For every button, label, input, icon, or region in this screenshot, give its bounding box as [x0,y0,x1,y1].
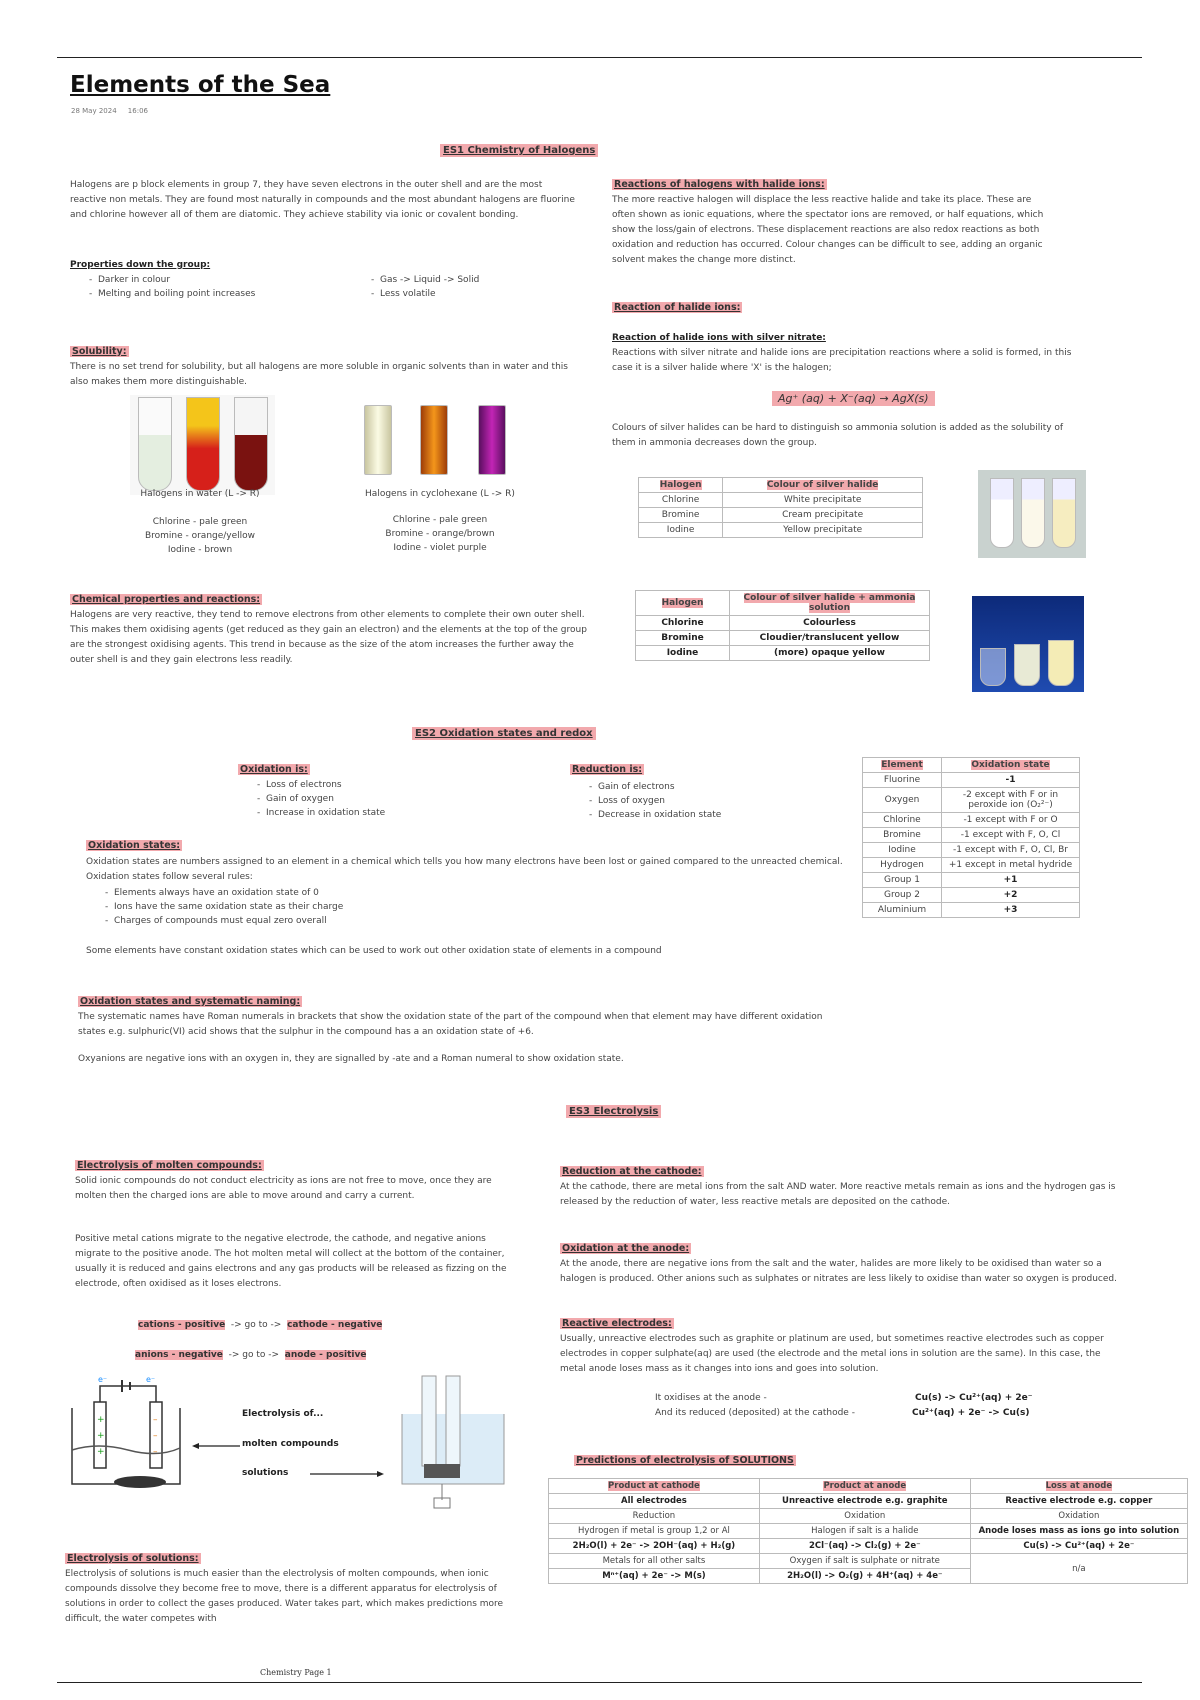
halide-reactions-text: The more reactive halogen will displace the less reactive halide and take its place. These are often shown as ionic equations, where the spectator ions are removed, or half equations, which show the loss/gain of electrons. These displacement reactions are also redox reactions as both oxidation and reduction has occurred. Colour changes can be difficult to see, adding an organic solvent makes the change more distinct. [612,195,1044,265]
table-row [636,646,930,661]
list-item: Iodine - violet purple [393,543,487,553]
iodine-cyclohexane-tube [478,405,506,475]
cathode-sign: + [97,1447,105,1457]
list-item: - Loss of oxygen [598,794,721,808]
arrowhead [192,1443,199,1449]
table-cell: 2Cl⁻(aq) -> Cl₂(g) + 2e⁻ [759,1539,970,1554]
table-row [636,631,930,646]
es1-intro: Halogens are p block elements in group 7, they have seven electrons in the outer shell and are the most reactive non metals. They are found most naturally in compounds and the most abundant halogens are fluorine and chlorine however all of them are diatomic. They achieve stability via ionic or covalent bonding. [70,180,575,220]
cathode-reduction-text: At the cathode, there are metal ions from the salt AND water. More reactive metals remain as ions and the hydrogen gas is released by the reduction of water, less reactive metals are deposited on the cathode. [560,1182,1116,1207]
chemical-properties-text: Halogens are very reactive, they tend to remove electrons from other elements to complete their own outer shell. This makes them oxidising agents (get reduced as they gain an electron) and the elements at the top of the group are the strongest oxidising agents. This trend in because as the size of the atom increases the further away the outer shell is and they gain electrons less readily. [70,610,587,665]
table-row [863,858,1080,873]
table-cell: White precipitate [723,493,923,508]
silver-equation: Ag⁺ (aq) + X⁻(aq) → AgX(s) [772,391,935,406]
list-item: - Gas -> Liquid -> Solid [380,273,600,287]
table-header [759,1479,970,1494]
oxidation-rules-list [96,886,343,928]
cathode-sign: + [97,1415,105,1425]
table-cell: +1 [942,873,1080,888]
table-header-row [863,758,1080,773]
table-header [942,758,1080,773]
anode-sign: – [153,1447,158,1457]
halogens-in-water-photo [130,395,275,495]
header-label: Loss at anode [1045,1481,1113,1491]
header-label: Colour of silver halide + ammonia solution [743,593,916,613]
table-header [723,478,923,493]
table-row [863,773,1080,788]
list-item: - Increase in oxidation state [266,806,385,820]
es2-heading: ES2 Oxidation states and redox [412,727,596,740]
solubility-title: Solubility: [72,346,127,357]
table-header [970,1479,1187,1494]
silver-nitrate-text: Reactions with silver nitrate and halide ions are precipitation reactions where a solid is formed, in this case it is a silver halide where 'X' is the halogen; [612,348,1072,373]
list-item: - Less volatile [380,287,600,301]
anions-label: anions - negative [135,1350,223,1360]
table-row [549,1554,1188,1569]
oxyanion-text: Oxyanions are negative ions with an oxygen in, they are signalled by -ate and a Roman numeral to show oxidation state. [78,1054,624,1064]
table-cell: Aluminium [863,903,942,918]
molten-text-2: Positive metal cations migrate to the negative electrode, the cathode, and negative anions migrate to the positive anode. The hot molten metal will collect at the bottom of the container, usually it is reduced and gains electrons and any gas products will be released as fizzing on the electrode, often oxidised as it loses electrons. [75,1234,507,1289]
halide-ion-reaction-title: Reaction of halide ions: [614,302,741,313]
list-item: - Gain of oxygen [266,792,385,806]
ammonia-text: Colours of silver halides can be hard to distinguish so ammonia solution is added as the solubility of them in ammonia decreases down the group. [612,423,1064,448]
table-row [639,493,923,508]
table-header [549,1479,760,1494]
table-cell: Oxygen if salt is sulphate or nitrate [759,1554,970,1569]
cyclohexane-caption: Halogens in cyclohexane (L -> R) [365,489,515,499]
silver-nitrate-title: Reaction of halide ions with silver nitrate: [612,333,826,343]
oxidation-states-title: Oxidation states: [88,840,181,851]
table-cell: Bromine [863,828,942,843]
silver-halide-photo [978,470,1086,558]
list-item: - Darker in colour [98,273,358,287]
table-cell: Group 1 [863,873,942,888]
header-label: Halogen [661,598,704,608]
ammonia-iodide-tube [1048,640,1074,686]
table-cell: Iodine [636,646,730,661]
header-label: Product at cathode [608,1481,700,1491]
chemical-properties-title: Chemical properties and reactions: [72,594,261,605]
oxidise-line [655,1391,767,1406]
systematic-naming-text: The systematic names have Roman numerals in brackets that show the oxidation state of the part of the compound when that element may have different oxidation states e.g. sulphuric(VI) acid shows that the sulphur in the compound has a an oxidation state of +6. [78,1012,823,1037]
halogens-in-cyclohexane-photo [360,405,520,477]
date-text: 28 May 2024 [71,107,117,115]
anode-oxidation-title: Oxidation at the anode: [562,1243,690,1254]
table-header [730,591,930,616]
diagram-molten-label: molten compounds [242,1439,339,1449]
table-cell: Cu(s) -> Cu²⁺(aq) + 2e⁻ [970,1539,1187,1554]
anions-rule [135,1348,366,1363]
table-cell: (more) opaque yellow [730,646,930,661]
table-cell: Oxidation [759,1509,970,1524]
table-row [636,616,930,631]
table-row [549,1539,1188,1554]
collection-tube [422,1376,436,1466]
electron-label: e⁻ [98,1375,108,1384]
cathode-reduction-title: Reduction at the cathode: [562,1166,702,1177]
systematic-naming-title: Oxidation states and systematic naming: [80,996,301,1007]
collection-tube [446,1376,460,1466]
table-cell: Colourless [730,616,930,631]
silver-bromide-tube [1021,478,1045,548]
electron-label: e⁻ [146,1375,156,1384]
table-cell: Iodine [863,843,942,858]
table-header-row [549,1479,1188,1494]
table-row [639,523,923,538]
table-cell: Group 2 [863,888,942,903]
cyclohexane-list [335,513,545,555]
reduction-list [580,780,721,822]
table-row [549,1524,1188,1539]
silver-iodide-tube [1052,478,1076,548]
table-cell: Bromine [639,508,723,523]
water-caption: Halogens in water (L -> R) [140,489,260,499]
table-cell: Chlorine [639,493,723,508]
reduction-is-title: Reduction is: [572,764,643,775]
iodine-water-tube [234,397,268,491]
table-cell: Chlorine [863,813,942,828]
table-cell: -1 [942,773,1080,788]
molten-deposit [114,1476,166,1488]
silver-halide-ammonia-table [635,590,930,661]
table-cell: -2 except with F or in peroxide ion (O₂²⁻) [942,788,1080,813]
properties-right-list [362,273,600,301]
table-cell: Hydrogen if metal is group 1,2 or Al [549,1524,760,1539]
table-cell: Oxidation [970,1509,1187,1524]
table-cell: Bromine [636,631,730,646]
table-cell: All electrodes [549,1494,760,1509]
table-cell: +1 except in metal hydride [942,858,1080,873]
es3-heading: ES3 Electrolysis [566,1105,661,1118]
list-item: - Melting and boiling point increases [98,287,358,301]
table-header-row [639,478,923,493]
oxidation-list [248,778,385,820]
solubility-text: There is no set trend for solubility, but all halogens are more soluble in organic solvents than in water and this also makes them more distinguishable. [70,362,568,387]
table-cell: Metals for all other salts [549,1554,760,1569]
table-cell: 2H₂O(l) -> O₂(g) + 4H⁺(aq) + 4e⁻ [759,1569,970,1584]
oxidation-state-table [862,757,1080,918]
table-row [863,788,1080,813]
oxidise-label: It oxidises at the anode - [655,1393,767,1403]
table-row [863,873,1080,888]
reduce-line [655,1406,855,1421]
bromine-water-tube [186,397,220,491]
list-item: - Gain of electrons [598,780,721,794]
chlorine-cyclohexane-tube [364,405,392,475]
table-header [639,478,723,493]
electrode-block [424,1464,460,1478]
reduce-label: And its reduced (deposited) at the cathode - [655,1408,855,1418]
time-text: 16:06 [127,107,148,115]
table-cell: -1 except with F or O [942,813,1080,828]
header-label: Oxidation state [971,760,1050,770]
table-cell: Halogen if salt is a halide [759,1524,970,1539]
list-item: Chlorine - pale green [152,517,248,527]
table-cell: Reactive electrode e.g. copper [970,1494,1187,1509]
table-cell: Unreactive electrode e.g. graphite [759,1494,970,1509]
molten-electrolysis-diagram [68,1372,188,1492]
list-item: Bromine - orange/yellow [144,531,256,541]
header-label: Colour of silver halide [766,480,879,490]
table-row [863,813,1080,828]
molten-text-1: Solid ionic compounds do not conduct electricity as ions are not free to move, once they are molten then the charged ions are able to move around and carry a current. [75,1176,492,1201]
table-cell: Cream precipitate [723,508,923,523]
table-row [863,828,1080,843]
list-item: - Decrease in oxidation state [598,808,721,822]
header-label: Halogen [659,480,702,490]
cations-rule [138,1318,382,1333]
chlorine-water-tube [138,397,172,491]
predictions-table [548,1478,1188,1584]
properties-left-list [80,273,358,301]
molten-title: Electrolysis of molten compounds: [77,1160,262,1171]
arrowhead [377,1471,384,1477]
silver-halide-ammonia-photo [972,596,1084,692]
table-cell: Mⁿ⁺(aq) + 2e⁻ -> M(s) [549,1569,760,1584]
table-row [549,1494,1188,1509]
properties-title: Properties down the group: [70,260,211,270]
table-cell: Fluorine [863,773,942,788]
halide-reactions-title: Reactions of halogens with halide ions: [614,179,825,190]
table-header [863,758,942,773]
reduce-equation: Cu²⁺(aq) + 2e⁻ -> Cu(s) [912,1408,1030,1418]
diagram-arrows [190,1438,390,1478]
constant-states-text: Some elements have constant oxidation states which can be used to work out other oxidation state of elements in a compound [86,946,662,956]
list-item: - Loss of electrons [266,778,385,792]
es1-heading: ES1 Chemistry of Halogens [440,144,598,157]
reactive-electrodes-title: Reactive electrodes: [562,1318,672,1329]
table-header-row [636,591,930,616]
anions-arrow: -> go to -> [228,1350,280,1360]
top-rule [57,57,1142,58]
oxidation-is-title: Oxidation is: [240,764,308,775]
list-item: Bromine - orange/brown [385,529,495,539]
anode-label: anode - positive [284,1350,367,1360]
table-cell: Iodine [639,523,723,538]
cations-arrow: -> go to -> [230,1320,282,1330]
bromine-cyclohexane-tube [420,405,448,475]
diagram-shapes [72,1386,180,1484]
table-cell: +2 [942,888,1080,903]
anode-sign: – [153,1415,158,1425]
table-row [863,888,1080,903]
table-cell: -1 except with F, O, Cl, Br [942,843,1080,858]
list-item: - Elements always have an oxidation state of 0 [114,886,343,900]
table-cell: -1 except with F, O, Cl [942,828,1080,843]
table-cell: +3 [942,903,1080,918]
table-row [639,508,923,523]
header-label: Element [881,760,923,770]
table-row [549,1509,1188,1524]
solutions-title: Electrolysis of solutions: [67,1553,199,1564]
ammonia-bromide-tube [1014,644,1040,686]
table-row [863,903,1080,918]
table-header [636,591,730,616]
predictions-title: Predictions of electrolysis of SOLUTIONS [576,1455,794,1466]
list-item: - Charges of compounds must equal zero overall [114,914,343,928]
cathode-label: cathode - negative [287,1320,383,1330]
header-label: Product at anode [823,1481,907,1491]
table-row [863,843,1080,858]
page-footer: Chemistry Page 1 [260,1668,332,1677]
oxidation-states-text: Oxidation states are numbers assigned to an element in a chemical which tells you how many electrons have been lost or gained compared to the unreacted chemical. Oxidation states follow several rules: [86,857,843,882]
table-cell: Cloudier/translucent yellow [730,631,930,646]
table-cell: Anode loses mass as ions go into solution [970,1524,1187,1539]
bottom-rule [57,1682,1142,1683]
solution-electrolysis-diagram [400,1374,510,1514]
list-item: Iodine - brown [167,545,233,555]
silver-halide-table [638,477,923,538]
reactive-electrodes-text: Usually, unreactive electrodes such as graphite or platinum are used, but sometimes reactive electrodes such as copper electrodes in copper sulphate(aq) are used (the electrode and the metal ions in solution are the same). In this case, the metal anode loses mass as it changes into ions and goes into solution. [560,1334,1104,1374]
list-item: Chlorine - pale green [392,515,488,525]
list-item: - Ions have the same oxidation state as their charge [114,900,343,914]
oxidise-equation: Cu(s) -> Cu²⁺(aq) + 2e⁻ [915,1393,1033,1403]
cations-label: cations - positive [138,1320,226,1330]
table-cell: n/a [970,1554,1187,1584]
silver-chloride-tube [990,478,1014,548]
table-cell: Reduction [549,1509,760,1524]
page-title: Elements of the Sea [70,72,331,98]
page-date [71,107,148,115]
table-cell: Hydrogen [863,858,942,873]
diagram-solutions-label: solutions [242,1468,289,1478]
ammonia-chloride-tube [980,648,1006,686]
anode-oxidation-text: At the anode, there are negative ions from the salt and the water, halides are more likely to be oxidised than water so a halogen is produced. Other anions such as sulphates or nitrates are less likely to oxidise than water so oxygen is produced. [560,1259,1117,1284]
solutions-text: Electrolysis of solutions is much easier than the electrolysis of molten compounds, when ionic compounds dissolve they become free to move, there is a different apparatus for electrolysis of solutions in order to collect the gases produced. Water takes part, which makes predictions more difficult, the water competes with [65,1569,504,1624]
anode-sign: – [153,1431,158,1441]
table-cell: Oxygen [863,788,942,813]
water-list [105,515,295,557]
table-cell: Yellow precipitate [723,523,923,538]
diagram-title: Electrolysis of... [242,1409,324,1419]
table-cell: Chlorine [636,616,730,631]
cathode-sign: + [97,1431,105,1441]
table-cell: 2H₂O(l) + 2e⁻ -> 2OH⁻(aq) + H₂(g) [549,1539,760,1554]
